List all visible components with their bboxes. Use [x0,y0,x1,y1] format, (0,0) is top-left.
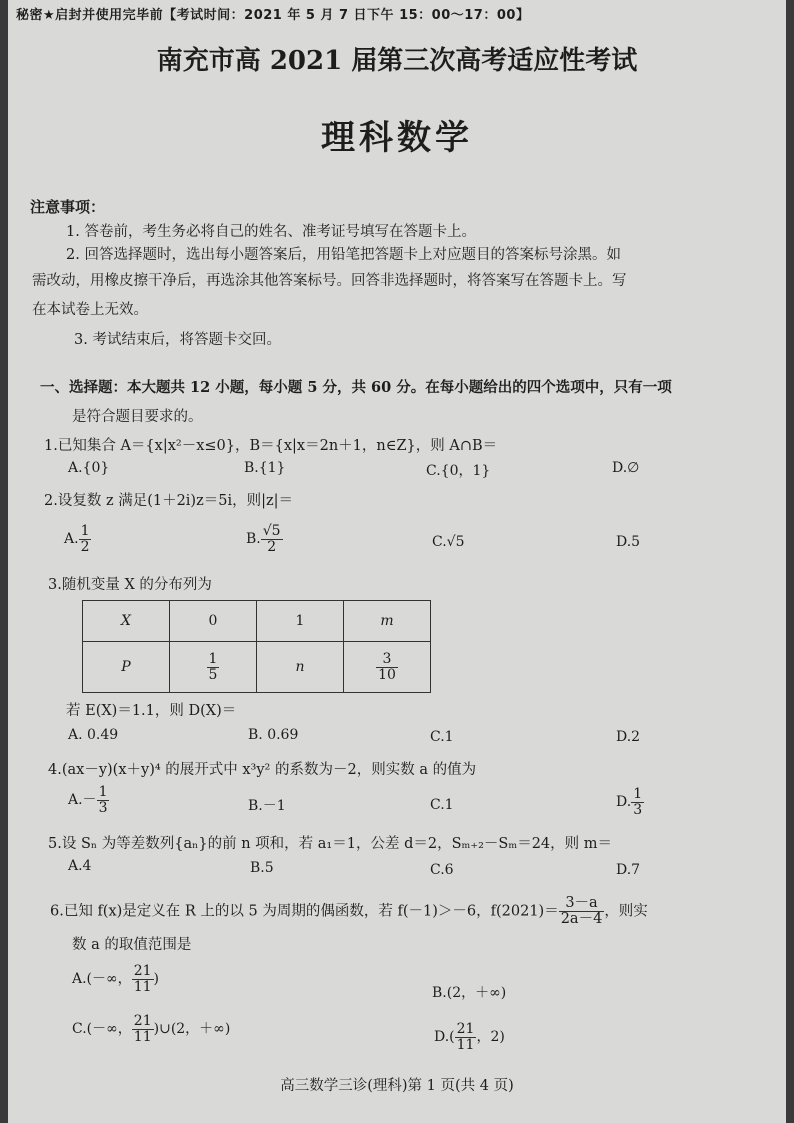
question-2-option-b [246,524,283,554]
section-heading-line-2: 是符合题目要求的。 [72,409,203,425]
fraction-numerator: 1 [208,650,218,667]
table-cell: 1 [257,601,344,642]
option-prefix: C.(－∞， [72,1021,132,1038]
table-row [83,642,431,693]
question-5-option-a: A.4 [68,858,92,874]
table-cell: n [257,642,344,693]
question-1-option-c: C.{0，1} [426,463,491,479]
option-suffix: )∪(2，＋∞) [153,1021,231,1038]
question-5-option-b: B.5 [250,860,274,876]
question-3-option-d: D.2 [616,729,641,745]
option-prefix: B. [246,531,261,548]
fraction-denominator: 2 [80,538,90,555]
notice-item-2-line-3: 在本试卷上无效。 [32,302,148,318]
exam-title: 南充市高 2021 届第三次高考适应性考试 [156,46,638,76]
exam-page [8,0,786,1123]
fraction [261,524,283,554]
table-cell: 0 [170,601,257,642]
fraction [559,896,605,927]
table-row [83,601,431,642]
option-prefix: A. [64,531,79,548]
question-6-option-d [434,1022,505,1052]
fraction-numerator: 1 [98,784,108,800]
question-1-option-b: B.{1} [244,460,286,476]
distribution-table [82,600,431,693]
fraction-numerator: √5 [262,523,281,539]
notice-item-2-line-1: 2. 回答选择题时，选出每小题答案后，用铅笔把答题卡上对应题目的答案标号涂黑。如 [66,247,621,263]
option-prefix: D.( [434,1029,455,1046]
question-3-option-c: C.1 [430,729,454,745]
question-3-option-b: B. 0.69 [248,727,299,743]
fraction-denominator: 3 [633,801,643,818]
question-1-option-d: D.∅ [612,460,640,476]
fraction-numerator: 1 [80,523,90,539]
question-3-stem: 3.随机变量 X 的分布列为 [48,577,212,593]
option-suffix: ，2) [476,1029,505,1046]
fraction [455,1022,477,1052]
fraction-numerator: 3 [376,652,398,668]
fraction-denominator: 3 [98,799,108,816]
option-prefix: A.(－∞， [72,971,132,988]
fraction-denominator: 11 [133,978,152,995]
fraction-denominator: 11 [133,1028,152,1045]
fraction-denominator: 2 [267,538,277,555]
fraction [132,1014,154,1044]
option-prefix: D. [616,794,632,811]
option-prefix: A.－ [68,792,97,809]
question-2-stem: 2.设复数 z 满足(1＋2i)z＝5i，则|z|＝ [44,493,294,509]
option-suffix: ) [153,971,159,988]
fraction [97,785,110,815]
fraction-denominator: 11 [456,1036,475,1053]
question-6-option-c [72,1014,230,1044]
table-cell: X [83,601,170,642]
section-heading-line-1: 一、选择题：本大题共 12 小题，每小题 5 分，共 60 分。在每小题给出的四个选项中，只有一项 [40,379,672,396]
question-3-condition: 若 E(X)＝1.1，则 D(X)＝ [66,703,237,719]
subject-title: 理科数学 [321,118,473,158]
table-cell [344,642,431,693]
notice-item-3: 3. 考试结束后，将答题卡交回。 [74,332,281,348]
secret-line: 秘密★启封并使用完毕前【考试时间：2021 年 5 月 7 日下午 15：00～17：00】 [16,8,530,23]
table-cell: P [83,642,170,693]
question-2-option-c: C.√5 [432,534,465,550]
fraction-numerator: 21 [133,1013,152,1029]
fraction-denominator: 2a－4 [560,911,603,928]
question-4-option-a [68,785,109,815]
fraction [376,652,398,682]
fraction-numerator: 3－a [559,896,605,912]
question-2-option-a [64,524,91,554]
page-footer: 高三数学三诊(理科)第 1 页(共 4 页) [280,1078,514,1094]
fraction [631,787,644,817]
fraction [207,652,220,682]
question-1-stem: 1.已知集合 A＝{x|x²－x≤0}，B＝{x|x＝2n＋1，n∈Z}，则 A∩B＝ [44,438,498,454]
question-1-option-a: A.{0} [68,460,110,476]
question-4-option-d [616,787,644,817]
notice-item-2-line-2: 需改动，用橡皮擦干净后，再选涂其他答案标号。回答非选择题时，将答案写在答题卡上。写 [32,273,627,289]
fraction-denominator: 10 [378,666,396,683]
question-5-option-d: D.7 [616,862,641,878]
question-4-option-c: C.1 [430,797,454,813]
question-2-option-d: D.5 [616,534,641,550]
question-6-stem-tail: ，则实 [604,903,648,920]
question-4-stem: 4.(ax－y)(x＋y)⁴ 的展开式中 x³y² 的系数为－2，则实数 a 的值为 [48,762,477,778]
fraction [79,524,92,554]
question-6-stem-text: 6.已知 f(x)是定义在 R 上的以 5 为周期的偶函数，若 f(－1)＞－6，f(2021)＝ [50,903,559,920]
fraction-numerator: 21 [133,963,152,979]
question-3-option-a: A. 0.49 [68,727,119,743]
question-4-option-b: B.－1 [248,798,286,814]
question-6-stem-line-2: 数 a 的取值范围是 [72,937,192,953]
fraction [132,964,154,994]
question-5-stem: 5.设 Sₙ 为等差数列{aₙ}的前 n 项和，若 a₁＝1，公差 d＝2，Sₘ₊₂－Sₘ＝24，则 m＝ [48,836,613,852]
fraction-numerator: 1 [633,786,643,802]
fraction-numerator: 21 [456,1021,475,1037]
question-6-stem [50,896,648,927]
notice-item-1: 1. 答卷前，考生务必将自己的姓名、准考证号填写在答题卡上。 [66,224,476,240]
notice-heading: 注意事项： [30,198,106,216]
question-6-option-a [72,964,159,994]
table-cell: m [344,601,431,642]
fraction-denominator: 5 [208,666,218,683]
table-cell [170,642,257,693]
question-5-option-c: C.6 [430,862,454,878]
question-6-option-b: B.(2，＋∞) [432,985,507,1001]
